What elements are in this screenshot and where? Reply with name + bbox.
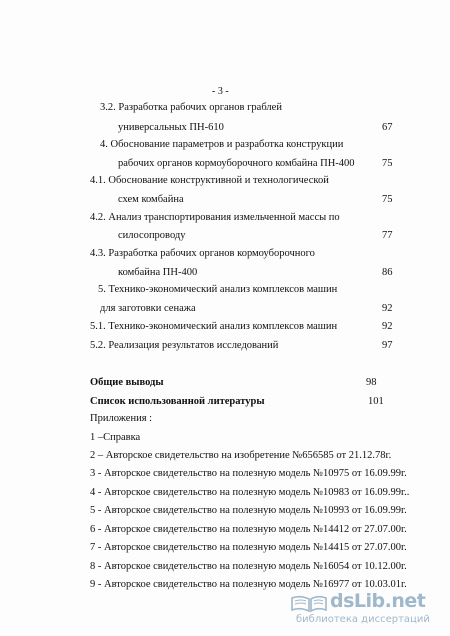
watermark-site: dsLib.net (330, 590, 426, 612)
general-conclusions-label: Общие выводы (90, 377, 164, 388)
toc-entry-5-1-page: 92 (382, 321, 393, 332)
toc-entry-5-line2: для заготовки сенажа (100, 303, 196, 314)
toc-entry-3-2-line2: универсальных ПН-610 (118, 122, 224, 133)
appendices-heading: Приложения : (90, 413, 153, 424)
toc-entry-5-line1: 5. Технико-экономический анализ комплексов машин (98, 284, 338, 295)
toc-entry-4-2-page: 77 (382, 230, 393, 241)
literature-label: Список использованной литературы (90, 396, 265, 407)
toc-entry-5-2-page: 97 (382, 340, 393, 351)
toc-entry-3-2-line1: 3.2. Разработка рабочих органов граблей (100, 102, 282, 113)
toc-entry-4-page: 75 (382, 158, 393, 169)
general-conclusions-page: 98 (366, 377, 377, 388)
appendix-item: 4 - Авторское свидетельство на полезную модель №10983 от 16.09.99г.. (90, 487, 410, 498)
toc-entry-4-line1: 4. Обоснование параметров и разработка конструкции (100, 139, 344, 150)
toc-entry-4-1-line2: схем комбайна (118, 194, 184, 205)
toc-entry-5-1-line1: 5.1. Технико-экономический анализ комплексов машин (90, 321, 338, 332)
watermark-subtitle: библиотека диссертаций (296, 614, 430, 625)
appendix-item: 7 - Авторское свидетельство на полезную модель №14415 от 27.07.00г. (90, 542, 407, 553)
toc-entry-4-3-page: 86 (382, 267, 393, 278)
toc-entry-4-2-line2: силосопроводу (118, 230, 186, 241)
page-number: - 3 - (212, 86, 229, 97)
toc-entry-4-line2: рабочих органов кормоуборочного комбайна ПН-400 (118, 158, 355, 169)
toc-entry-5-2-line1: 5.2. Реализация результатов исследований (90, 340, 279, 351)
appendix-item: 8 - Авторское свидетельство на полезную модель №16054 от 10.12.00г. (90, 561, 407, 572)
toc-entry-3-2-page: 67 (382, 122, 393, 133)
appendix-item: 1 –Справка (90, 432, 141, 443)
literature-page: 101 (368, 396, 384, 407)
open-book-icon (290, 592, 330, 614)
toc-entry-4-1-line1: 4.1. Обоснование конструктивной и технологической (90, 175, 329, 186)
appendix-item: 6 - Авторское свидетельство на полезную модель №14412 от 27.07.00г. (90, 524, 407, 535)
toc-entry-4-3-line1: 4.3. Разработка рабочих органов кормоуборочного (90, 248, 315, 259)
toc-entry-4-3-line2: комбайна ПН-400 (118, 267, 198, 278)
toc-entry-4-2-line1: 4.2. Анализ транспортирования измельченной массы по (90, 212, 340, 223)
appendix-item: 9 - Авторское свидетельство на полезную модель №16977 от 10.03.01г. (90, 579, 407, 590)
toc-entry-5-page: 92 (382, 303, 393, 314)
appendix-item: 3 - Авторское свидетельство на полезную модель №10975 от 16.09.99г. (90, 468, 407, 479)
toc-entry-4-1-page: 75 (382, 194, 393, 205)
appendix-item: 5 - Авторское свидетельство на полезную модель №10993 от 16.09.99г. (90, 505, 407, 516)
appendix-item: 2 – Авторское свидетельство на изобретение №656585 от 21.12.78г. (90, 450, 392, 461)
watermark[interactable] (290, 592, 440, 630)
